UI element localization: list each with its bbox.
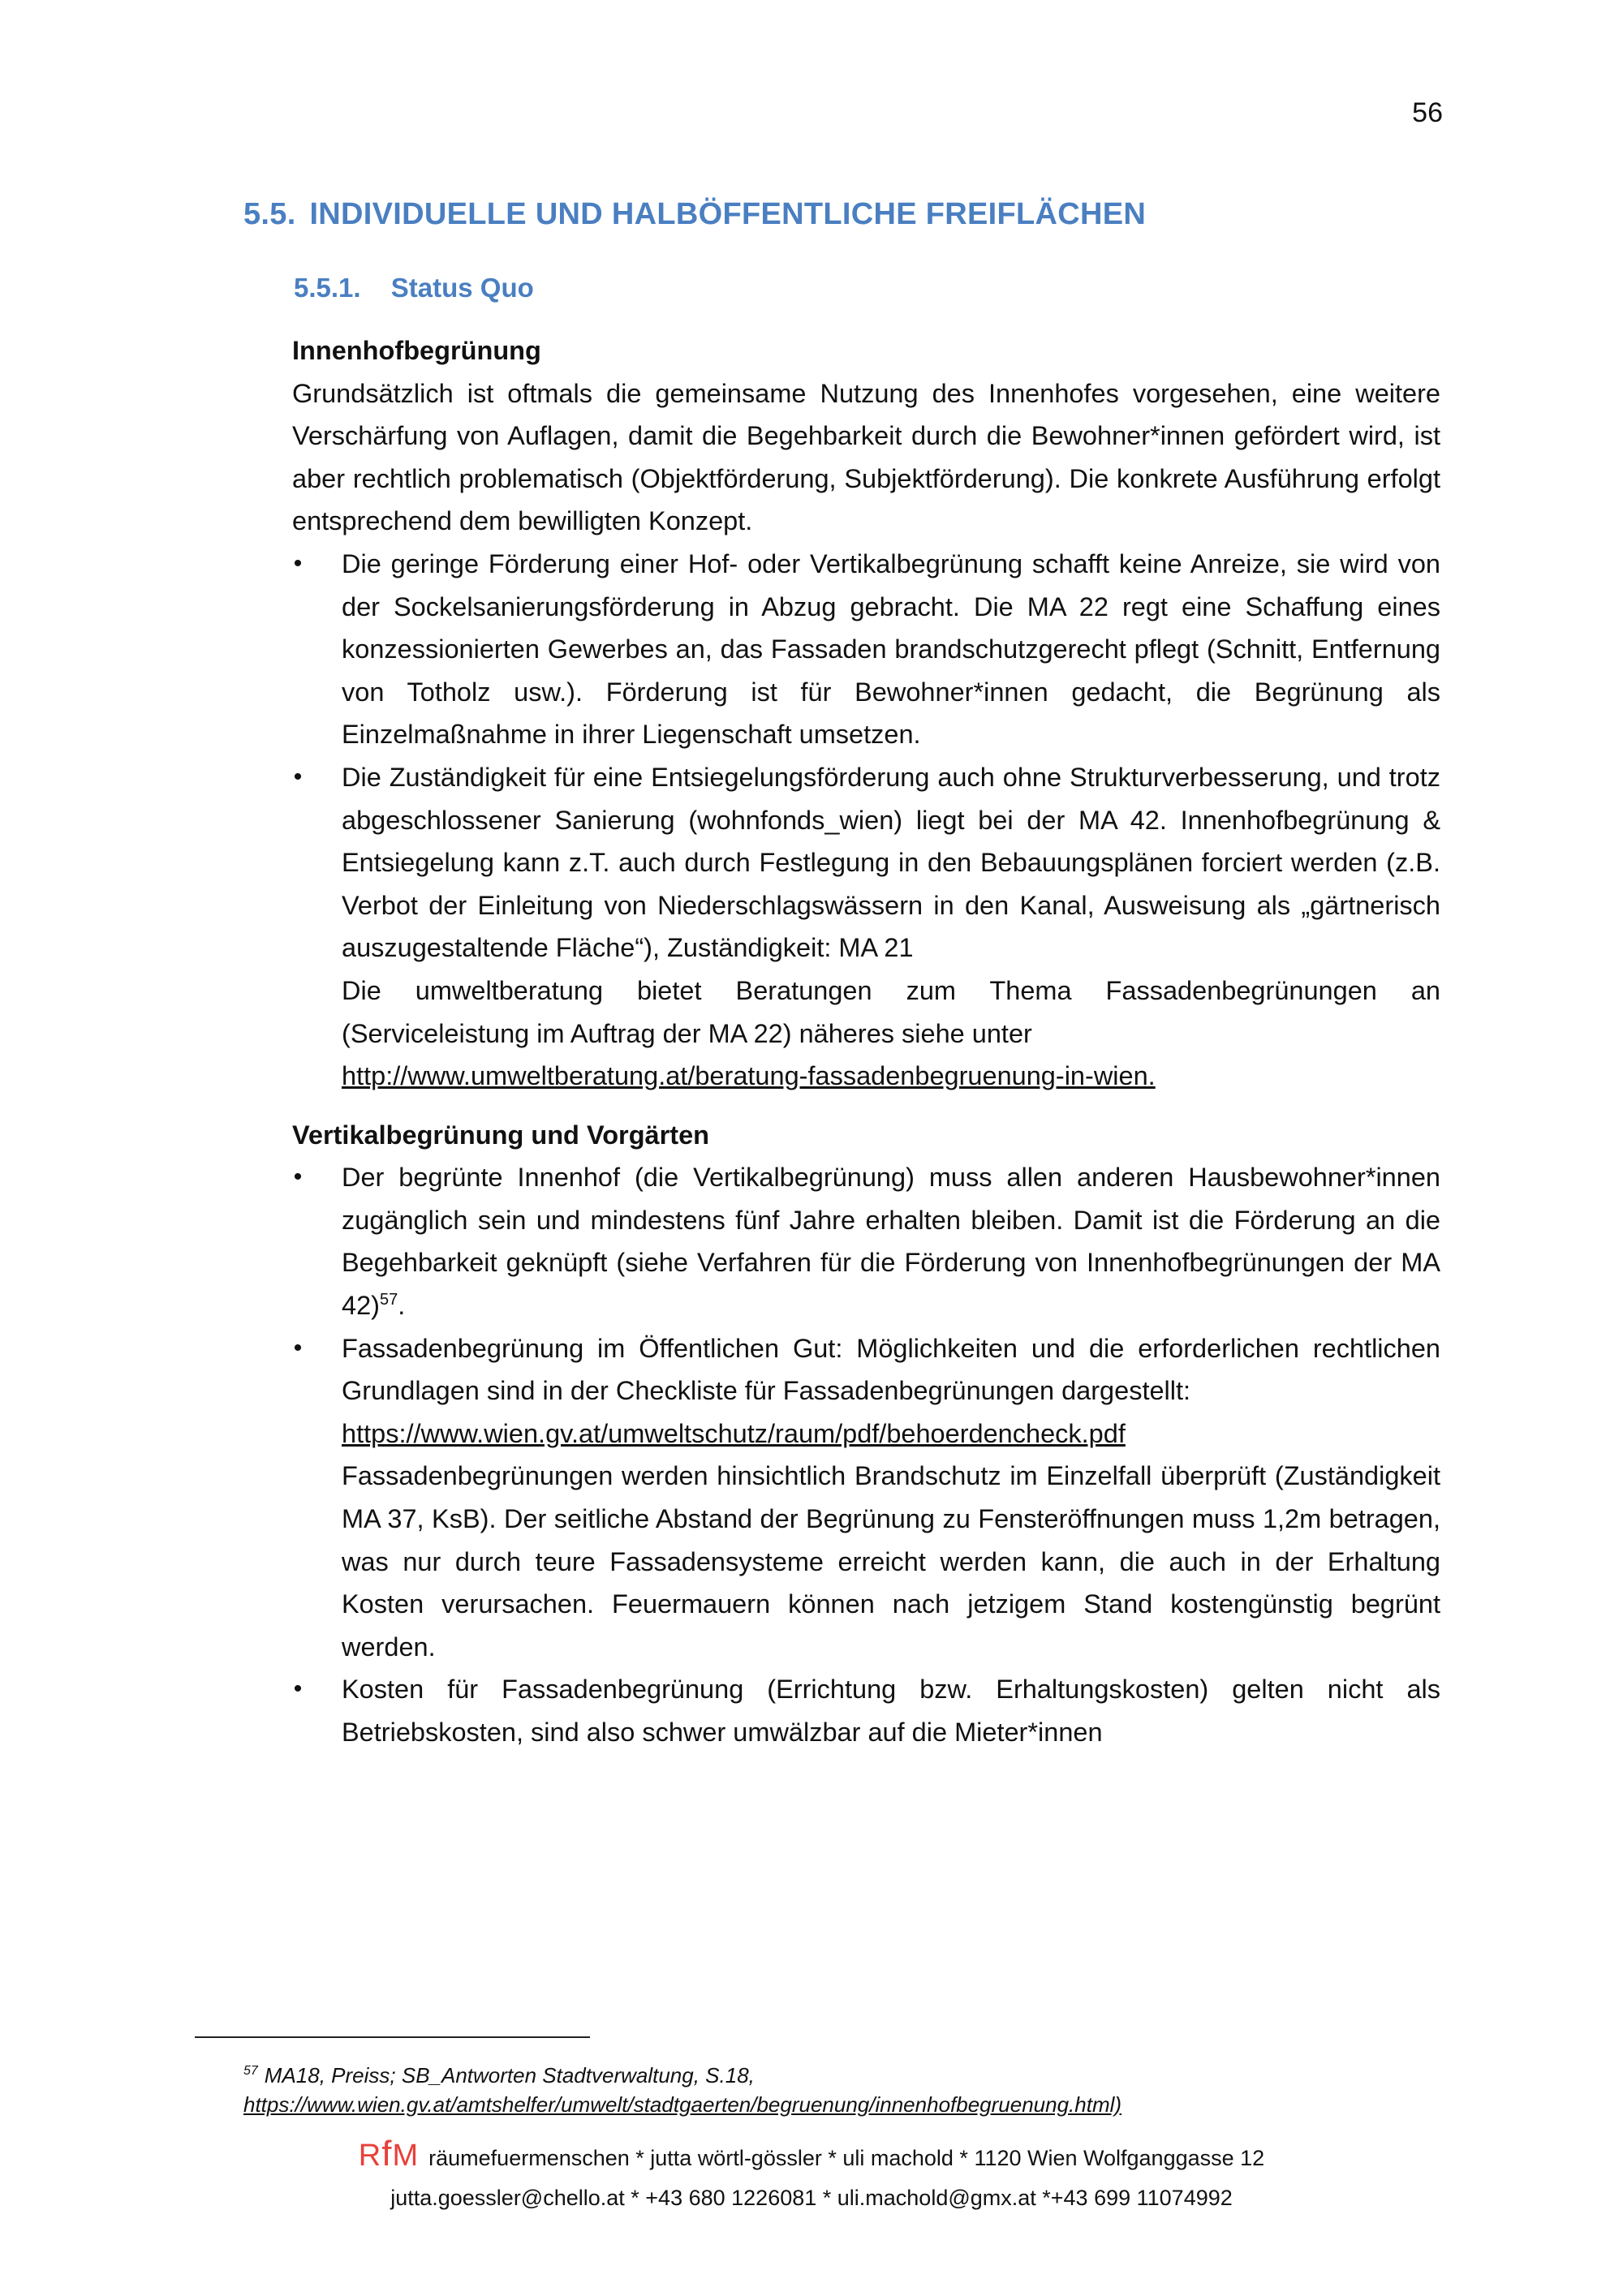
footnote-number: 57 bbox=[243, 2064, 258, 2079]
bullet-icon: • bbox=[293, 1675, 303, 1703]
bullet-icon: • bbox=[293, 763, 303, 790]
subsection-title-text: Status Quo bbox=[390, 273, 534, 303]
footnote-link[interactable]: https://www.wien.gv.at/amtshelfer/umwelt/stadtgaerten/begruenung/innenhofbegruenung.html) bbox=[243, 2092, 1122, 2117]
bullet-icon: • bbox=[293, 1163, 303, 1191]
section-title-text: INDIVIDUELLE UND HALBÖFFENTLICHE FREIFLÄCHEN bbox=[309, 197, 1147, 231]
footnote bbox=[243, 2061, 1412, 2119]
bullet-list-vertikal bbox=[292, 1156, 1440, 1753]
bullet-text: Fassadenbegrünung im Öffentlichen Gut: Möglichkeiten und die erforderlichen rechtlichen Grundlagen sind in der Checkliste für Fassadenbegrünungen dargestellt: bbox=[342, 1333, 1440, 1406]
bullet-icon: • bbox=[293, 549, 303, 577]
body-content bbox=[292, 329, 1440, 1754]
bullet-text: Die geringe Förderung einer Hof- oder Vertikalbegrünung schafft keine Anreize, sie wird von der Sockelsanierungsförderung in Abzug gebracht. Die MA 22 regt eine Schaffung eines konzessionierten Gewerbes an, das Fassaden brandschutzgerecht pflegt (Schnitt, Entfernung von Totholz usw.). Förderung ist für Bewohner*innen gedacht, die Begrünung als Einzelmaßnahme in ihrer Liegenschaft umsetzen. bbox=[342, 548, 1440, 750]
bullet-icon: • bbox=[293, 1334, 303, 1361]
bullet-text: Der begrünte Innenhof (die Vertikalbegrünung) muss allen anderen Hausbewohner*innen zugänglich sein und mindestens fünf Jahre erhalten bleiben. Damit ist die Förderung an die Begehbarkeit geknüpft (siehe Verfahren für die Förderung von Innenhofbegrünungen der MA 42) bbox=[342, 1163, 1440, 1321]
umweltberatung-link[interactable]: http://www.umweltberatung.at/beratung-fassadenbegruenung-in-wien. bbox=[342, 1061, 1156, 1091]
subsection-title bbox=[294, 273, 534, 303]
behoerdencheck-link[interactable]: https://www.wien.gv.at/umweltschutz/raum/pdf/behoerdencheck.pdf bbox=[342, 1418, 1126, 1448]
bullet-list-innenhof bbox=[292, 543, 1440, 1098]
bullet-extra-text: Die umweltberatung bietet Beratungen zum Thema Fassadenbegrünungen an (Serviceleistung im Auftrag der MA 22) näheres siehe unter bbox=[342, 975, 1440, 1048]
bullet-text: Die Zuständigkeit für eine Entsiegelungsförderung auch ohne Strukturverbesserung, und trotz abgeschlossener Sanierung (wohnfonds_wien) liegt bei der MA 42. Innenhofbegrünung & Entsiegelung kann z.T. auch durch Festlegung in den Bebauungsplänen forciert werden (z.B. Verbot der Einleitung von Niederschlagswässern in den Kanal, Ausweisung als „gärtnerisch auszugestaltende Fläche“), Zuständigkeit: MA 21 bbox=[342, 762, 1440, 963]
rfm-logo: RfM bbox=[358, 2134, 420, 2173]
page-number: 56 bbox=[1412, 97, 1443, 128]
heading-vertikalbegruenung: Vertikalbegrünung und Vorgärten bbox=[292, 1120, 710, 1150]
footer-address bbox=[0, 2134, 1623, 2174]
footer-contact: jutta.goessler@chello.at * +43 680 1226081 * uli.machold@gmx.at *+43 699 11074992 bbox=[390, 2186, 1233, 2210]
bullet-text: Kosten für Fassadenbegrünung (Errichtung bzw. Erhaltungskosten) gelten nicht als Betriebskosten, sind also schwer umwälzbar auf die Mieter*innen bbox=[342, 1675, 1440, 1747]
section-number: 5.5. bbox=[243, 197, 296, 231]
footer-address-text: räumefuermenschen * jutta wörtl-gössler * uli machold * 1120 Wien Wolfganggasse 12 bbox=[428, 2146, 1265, 2170]
footnote-divider bbox=[195, 2036, 590, 2038]
footnote-text: MA18, Preiss; SB_Antworten Stadtverwaltung, S.18, bbox=[264, 2063, 755, 2087]
list-item: • Der begrünte Innenhof (die Vertikalbegrünung) muss allen anderen Hausbewohner*innen zugänglich sein und mindestens fünf Jahre erhalten bleiben. Damit ist die Förderung an die Begehbarkeit geknüpft (siehe Verfahren für die Förderung von Innenhofbegrünungen der MA 42)$^{57}$. bbox=[292, 1156, 1440, 1326]
section-title bbox=[243, 197, 1146, 232]
subsection-number: 5.5.1. bbox=[294, 273, 361, 303]
intro-paragraph: Grundsätzlich ist oftmals die gemeinsame Nutzung des Innenhofes vorgesehen, eine weitere Verschärfung von Auflagen, damit die Begehbarkeit durch die Bewohner*innen gefördert wird, ist aber rechtlich problematisch (Objektförderung, Subjektförderung). Die konkrete Ausführung erfolgt entsprechend dem bewilligten Konzept. bbox=[292, 378, 1440, 536]
list-item bbox=[292, 756, 1440, 1098]
list-item bbox=[292, 1327, 1440, 1669]
heading-innenhofbegruenung: Innenhofbegrünung bbox=[292, 336, 541, 365]
list-item bbox=[292, 1668, 1440, 1753]
footnote-reference[interactable]: 57 bbox=[379, 1291, 398, 1309]
list-item bbox=[292, 543, 1440, 756]
bullet-extra-text: Fassadenbegrünungen werden hinsichtlich Brandschutz im Einzelfall überprüft (Zuständigkeit MA 37, KsB). Der seitliche Abstand der Begrünung zu Fensteröffnungen muss 1,2m betragen, was nur durch teure Fassadensysteme erreicht werden kann, die auch in der Erhaltung Kosten verursachen. Feuermauern können nach jetzigem Stand kostengünstig begrünt werden. bbox=[342, 1461, 1440, 1662]
